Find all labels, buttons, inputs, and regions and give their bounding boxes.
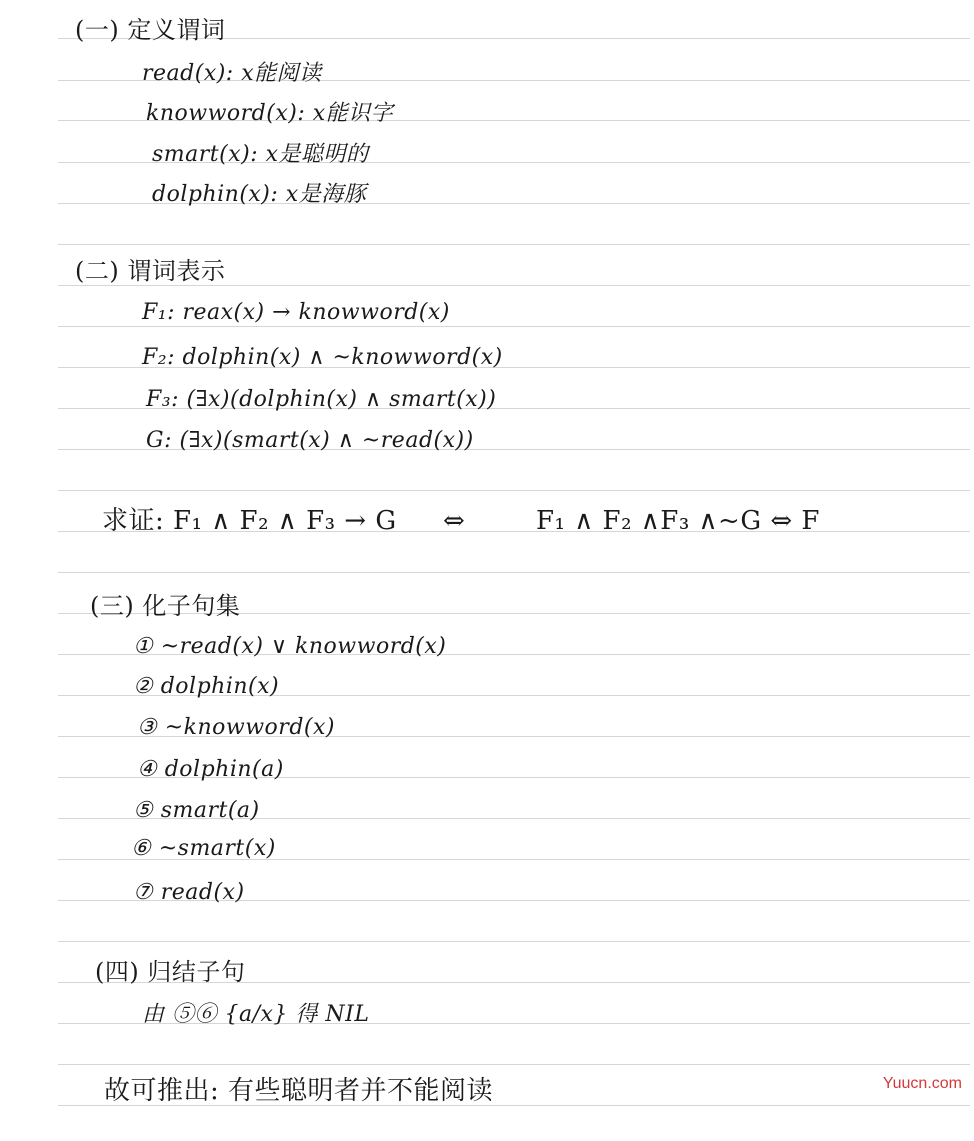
formula-f1: F₁: reax(x) → knowword(x)	[142, 300, 450, 325]
clause-2: ② dolphin(x)	[133, 674, 280, 699]
predicate-definition-dolphin: dolphin(x): x是海豚	[152, 182, 367, 207]
formula-f2: F₂: dolphin(x) ∧ ~knowword(x)	[142, 345, 503, 370]
clause-7: ⑦ read(x)	[133, 880, 245, 905]
section-heading-define-predicates: (一) 定义谓词	[75, 16, 226, 44]
clause-6: ⑥ ~smart(x)	[131, 836, 276, 861]
section-heading-clause-set: (三) 化子句集	[90, 592, 241, 620]
clause-1: ① ~read(x) ∨ knowword(x)	[133, 634, 447, 659]
ruled-line	[58, 285, 970, 286]
ruled-line	[58, 572, 970, 573]
proof-goal-right: F₁ ∧ F₂ ∧F₃ ∧~G ⇔ F	[536, 506, 820, 536]
formula-f3: F₃: (∃x)(dolphin(x) ∧ smart(x))	[146, 387, 497, 412]
section-heading-resolution: (四) 归结子句	[95, 958, 246, 986]
resolution-step: 由 ⑤⑥ {a/x} 得 NIL	[142, 1002, 370, 1027]
ruled-line	[58, 1064, 970, 1065]
conclusion: 故可推出: 有些聪明者并不能阅读	[104, 1076, 494, 1106]
predicate-definition-knowword: knowword(x): x能识字	[146, 101, 394, 126]
ruled-line	[58, 244, 970, 245]
predicate-definition-smart: smart(x): x是聪明的	[152, 142, 369, 167]
ruled-line	[58, 490, 970, 491]
section-heading-predicate-representation: (二) 谓词表示	[75, 257, 226, 285]
watermark-text: Yuucn.com	[882, 1075, 962, 1092]
predicate-definition-read: read(x): x能阅读	[142, 61, 322, 86]
ruled-line	[58, 941, 970, 942]
formula-g: G: (∃x)(smart(x) ∧ ~read(x))	[146, 428, 474, 453]
clause-5: ⑤ smart(a)	[133, 798, 260, 823]
clause-3: ③ ~knowword(x)	[137, 715, 335, 740]
proof-goal-left: 求证: F₁ ∧ F₂ ∧ F₃ → G	[102, 506, 397, 536]
proof-goal-equivalence: ⇔	[443, 506, 466, 536]
clause-4: ④ dolphin(a)	[137, 757, 284, 782]
